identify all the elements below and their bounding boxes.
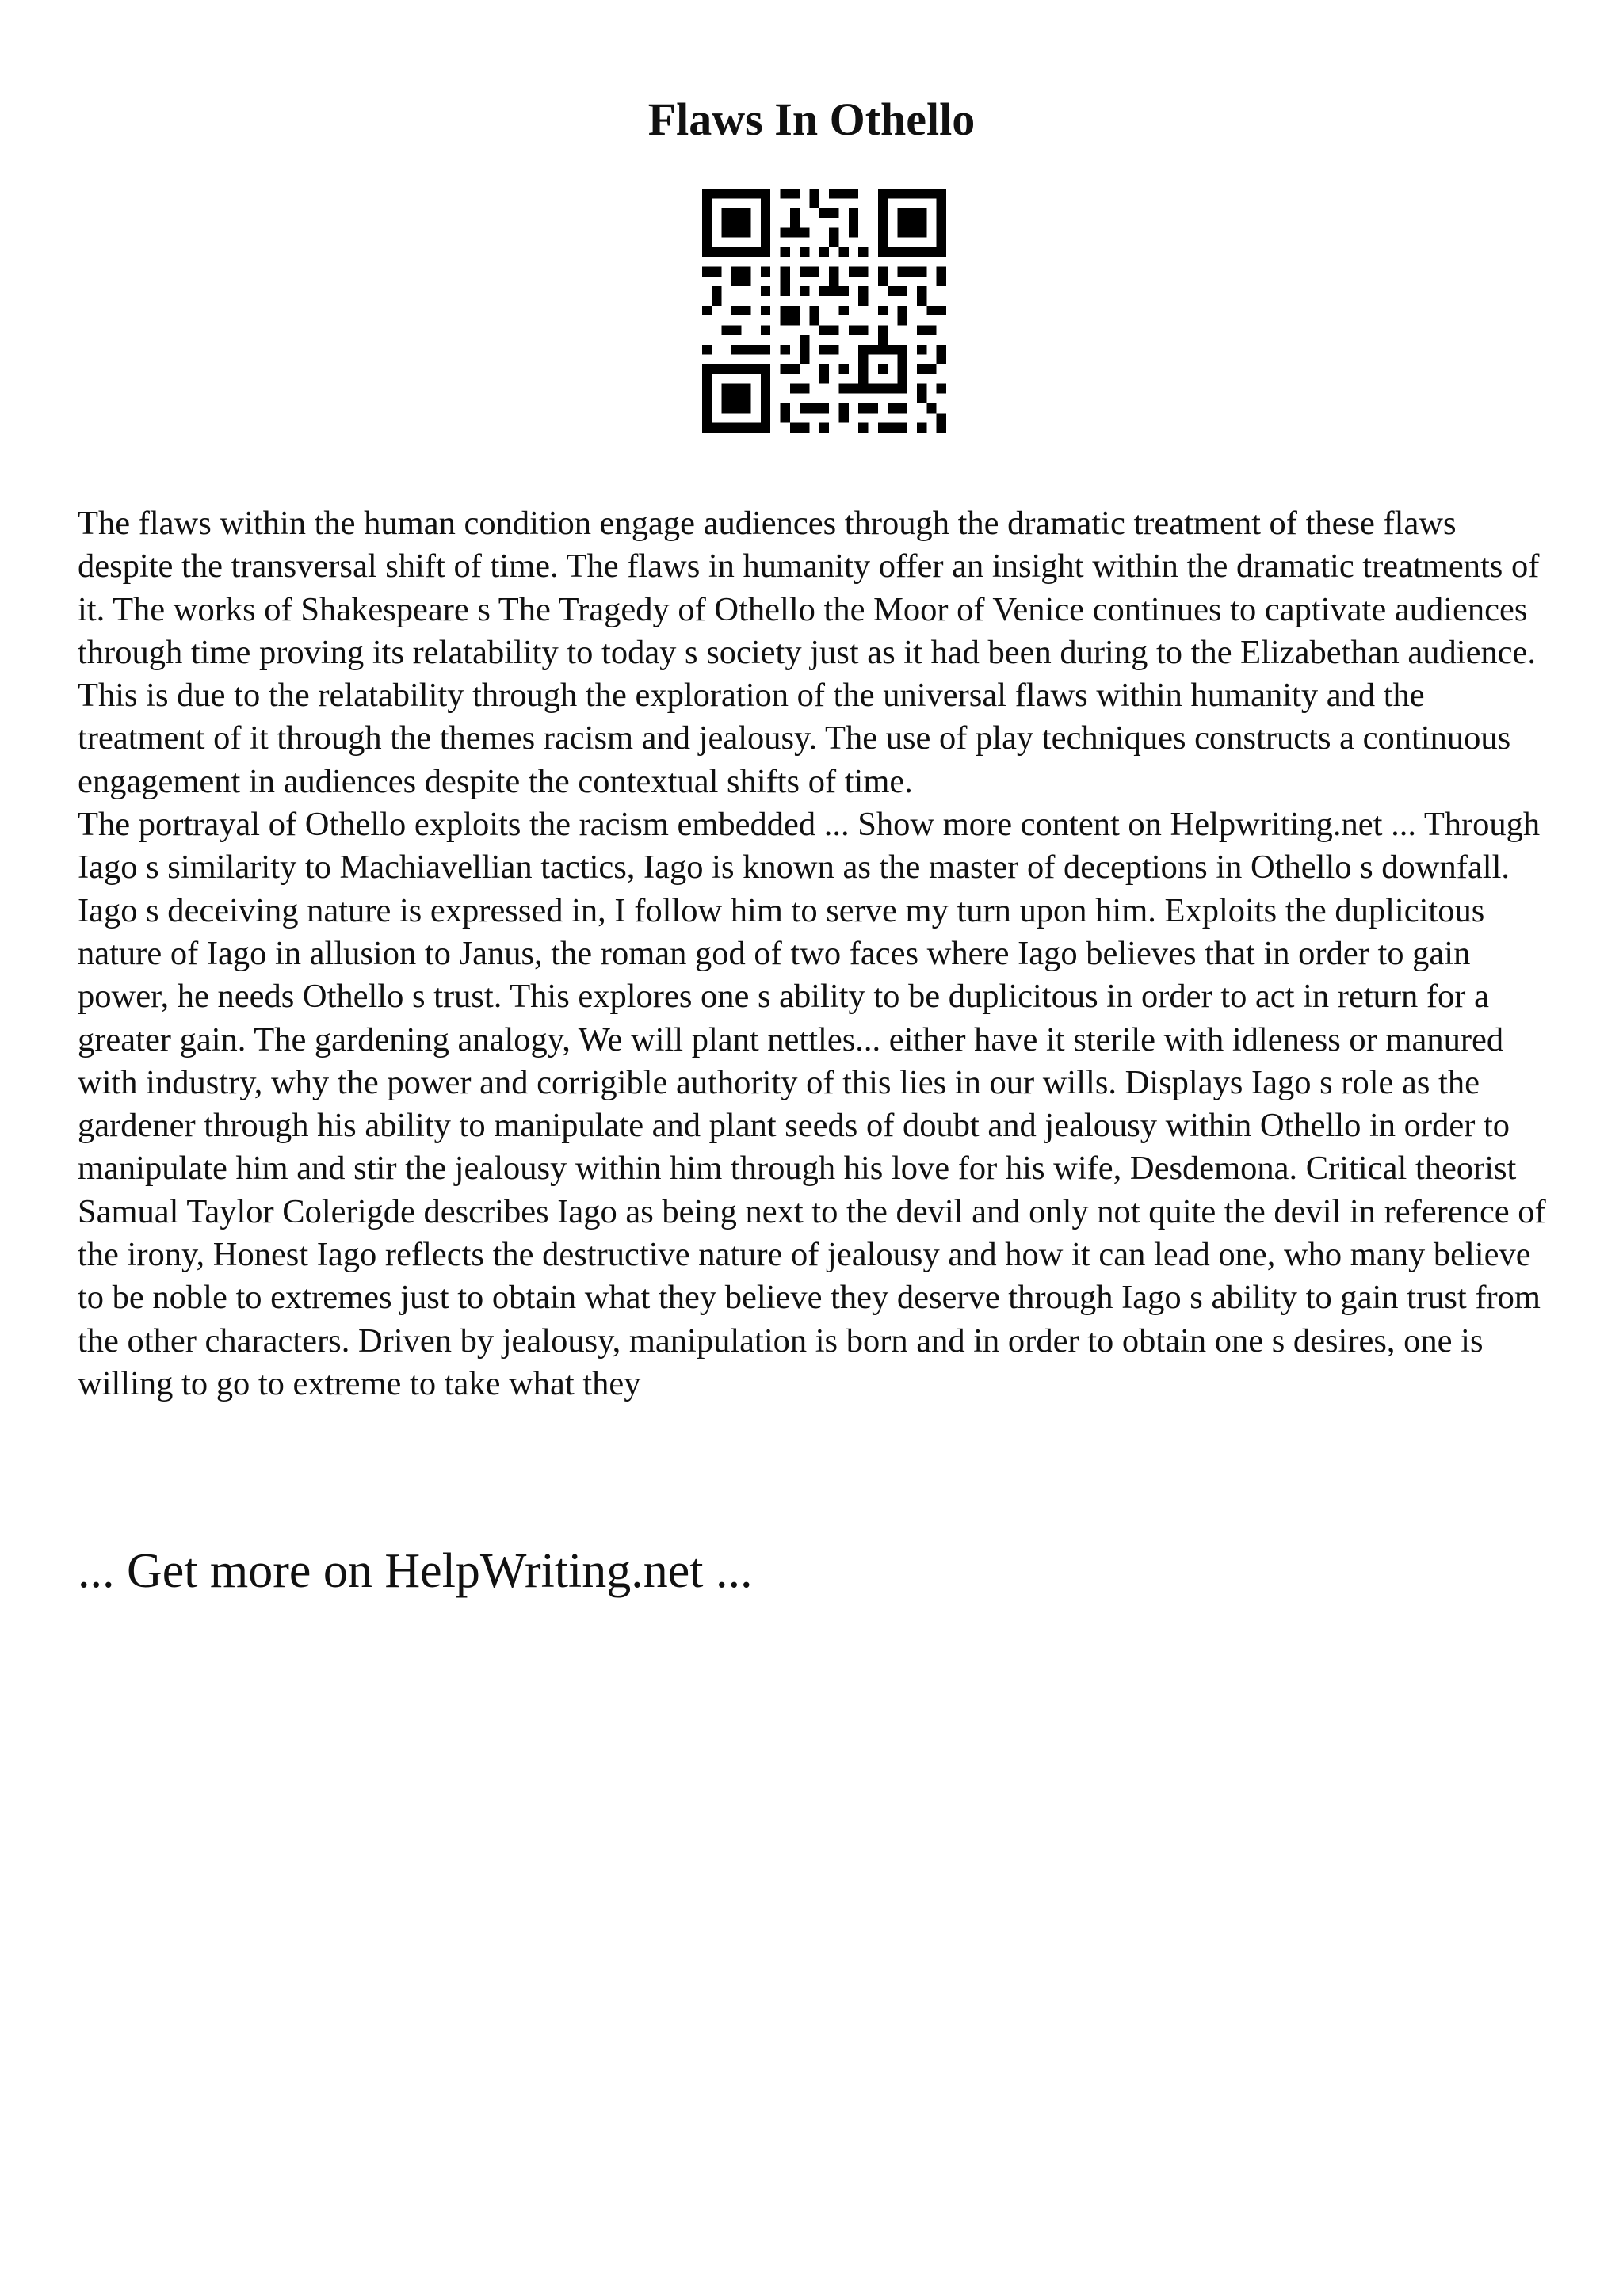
document-title: Flaws In Othello bbox=[647, 93, 976, 145]
essay-paragraph-intro: The flaws within the human condition engage audiences through the dramatic treatment of these flaws despite the transversal shift of time. The flaws in humanity offer an insight within the dramatic treatments of it. The works of Shakespeare s The Tragedy of Othello the Moor of Venice continues to captivate audiences through time proving its relatability to today s society just as it had been during to the Elizabethan audience. This is due to the relatability through the exploration of the universal flaws within humanity and the treatment of it through the themes racism and jealousy. The use of play techniques constructs a continuous engagement in audiences despite the contextual shifts of time. bbox=[78, 505, 1540, 800]
qr-code-icon bbox=[702, 189, 946, 433]
essay-body bbox=[78, 502, 1560, 1405]
essay-paragraph-analysis: The portrayal of Othello exploits the racism embedded ... Show more content on Helpwriting.net ... Through Iago s similarity to Machiavellian tactics, Iago is known as the master of deceptions in Othello s downfall. Iago s deceiving nature is expressed in, I follow him to serve my turn upon him. Exploits the duplicitous nature of Iago in allusion to Janus, the roman god of two faces where Iago believes that in order to gain power, he needs Othello s trust. This explores one s ability to be duplicitous in order to act in return for a greater gain. The gardening analogy, We will plant nettles... either have it sterile with idleness or manured with industry, why the power and corrigible authority of this lies in our wills. Displays Iago s role as the gardener through his ability to manipulate and plant seeds of doubt and jealousy within Othello in order to manipulate him and stir the jealousy within him through his love for his wife, Desdemona. Critical theorist Samual Taylor Colerigde describes Iago as being next to the devil and only not quite the devil in reference of the irony, Honest Iago reflects the destructive nature of jealousy and how it can lead one, who many believe to be noble to extremes just to obtain what they believe they deserve through Iago s ability to gain trust from the other characters. Driven by jealousy, manipulation is born and in order to obtain one s desires, one is willing to go to extreme to take what they bbox=[78, 806, 1546, 1402]
get-more-link[interactable]: ... Get more on HelpWriting.net ... bbox=[78, 1544, 753, 1598]
